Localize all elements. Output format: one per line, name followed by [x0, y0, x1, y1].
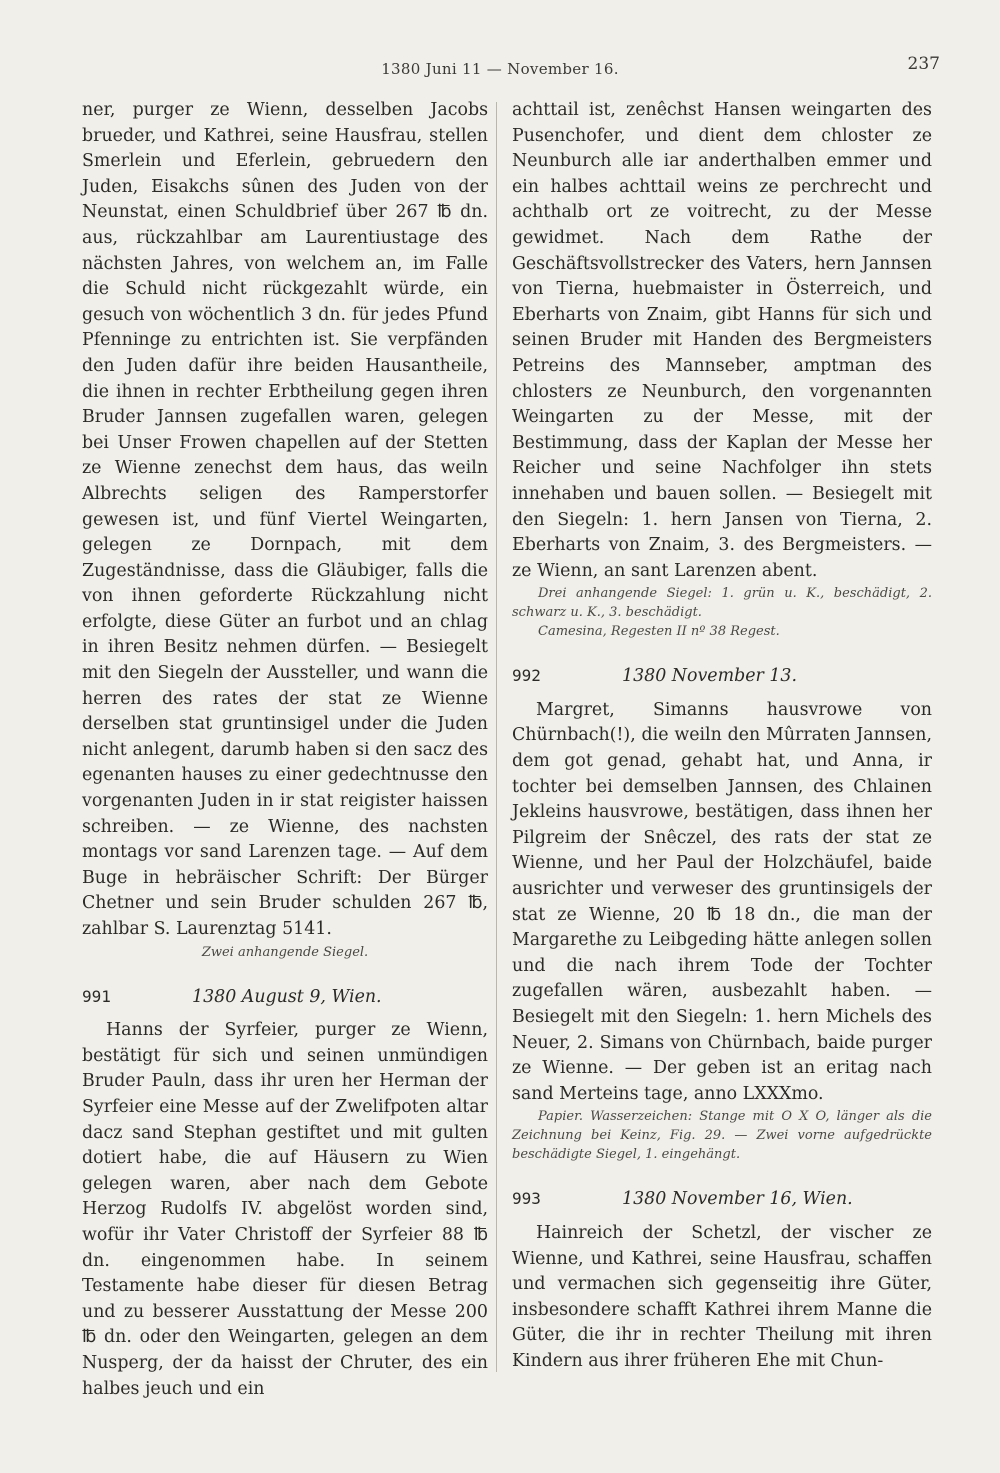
running-title: 1380 Juni 11 — November 16. — [381, 60, 619, 78]
right-column — [512, 98, 932, 1375]
entry-991-note-seals: Drei anhangende Siegel: 1. grün u. K., beschädigt, 2. schwarz u. K., 3. beschädigt. — [512, 586, 932, 621]
entry-993-text: Hainreich der Schetzl, der vischer ze Wienne, und Kathrei, seine Hausfrau, schaffen und vermachen sich gegenseitig ihre Güter, insbesondere schafft Kathrei ihrem Manne die Güter, die ihr in rechter Theilung mit ihren Kindern aus ihrer früheren Ehe mit Chun- — [512, 1222, 932, 1371]
entry-992-note: Papier. Wasserzeichen: Stange mit O X O, länger als die Zeichnung bei Keinz, Fig. 29. — Zwei vorne aufgedrückte beschädigte Siegel, 1. eingehängt. — [512, 1109, 932, 1163]
column-rule — [496, 102, 497, 1372]
entry-number: 991 — [82, 986, 111, 1006]
page-number: 237 — [907, 54, 940, 74]
entry-992-text: Margret, Simanns hausvrowe von Chürnbach(!), die weiln den Mûrraten Jannsen, dem got genad, gehabt hat, und Anna, ir tochter bei demselben Jannsen, des Chlainen Jekleins hausvrowe, bestätigen, dass ihnen her Pilgreim der Snêczel, des rats der stat ze Wienne, und her Paul der Holzchäufel, baide ausrichter und verweser des gruntinsigels der stat ze Wienne, 20 ℔ 18 dn., die man der Margarethe zu Leibgeding hätte anlegen sollen und die nach ihrem Tode der Tochter zugefallen wären, ausbezahlt haben. — Besiegelt mit den Siegeln: 1. hern Michels des Neuer, 2. Simans von Chürnbach, baide purger ze Wienne. — Der geben ist an eritag nach sand Merteins tage, anno LXXXmo. — [512, 699, 932, 1104]
entry-992-heading — [512, 663, 932, 690]
entry-date: 1380 November 16, Wien. — [622, 1189, 853, 1210]
entry-991-note-regest: Camesina, Regesten II nº 38 Regest. — [538, 624, 780, 640]
entry-date: 1380 November 13. — [622, 666, 798, 687]
entry-date: 1380 August 9, Wien. — [192, 986, 382, 1007]
entry-991-text: Hanns der Syrfeier, purger ze Wienn, bestätigt für sich und seinen unmündigen Bruder Pauln, dass ihr uren her Herman der Syrfeier eine Messe auf der Zwelifpoten altar dacz sand Stephan gestiftet und mit gulten dotiert habe, die auf Häusern zu Wien gelegen waren, aber nach dem Gebote Herzog Rudolfs IV. abgelöst worden sind, wofür ihr Vater Christoff der Syrfeier 88 ℔ dn. eingenommen habe. In seinem Testamente habe dieser für diesen Betrag und zu besserer Ausstattung der Messe 200 ℔ dn. oder den Weingarten, gelegen an dem Nusperg, der da haisst der Chruter, des ein halbes jeuch und ein — [82, 1020, 488, 1399]
entry-number: 992 — [512, 666, 541, 686]
entry-990-note: Zwei anhangende Siegel. — [201, 944, 369, 960]
entry-number: 993 — [512, 1189, 541, 1209]
left-column — [82, 98, 488, 1402]
entry-991-continuation: achttail ist, zenêchst Hansen weingarten des Pusenchofer, und dient dem chloster ze Neunburch alle iar anderthalben emmer und ein halbes achttail weins ze perchrecht und achthalb ort ze voitrecht, zu der Messe gewidmet. Nach dem Rathe der Geschäftsvollstrecker des Vaters, hern Jannsen von Tierna, huebmaister in Österreich, und Eberharts von Znaim, gibt Hanns für sich und seinen Bruder mit Handen des Bergmeisters Petreins des Mannseber, amptman des chlosters ze Neunburch, den vorgenannten Weingarten zu der Messe, mit der Bestimmung, dass der Kaplan der Messe her Reicher und seine Nachfolger ihn stets innehaben und bauen sollen. — Besiegelt mit den Siegeln: 1. hern Jansen von Tierna, 2. Eberharts von Znaim, 3. des Bergmeisters. — ze Wienn, an sant Larenzen abent. — [512, 100, 932, 581]
entry-993-heading — [512, 1186, 932, 1213]
entry-990-continuation: ner, purger ze Wienn, desselben Jacobs brueder, und Kathrei, seine Hausfrau, stellen Smerlein und Eferlein, gebruedern den Juden, Eisakchs sûnen des Juden von der Neunstat, einen Schuldbrief über 267 ℔ dn. aus, rückzahlbar am Laurentiustage des nächsten Jahres, von welchem an, im Falle die Schuld nicht rückgezahlt würde, ein gesuch von wöchentlich 3 dn. für jedes Pfund Pfenninge zu entrichten ist. Sie verpfänden den Juden dafür ihre beiden Hausantheile, die ihnen in rechter Erbtheilung gegen ihren Bruder Jannsen zugefallen waren, gelegen bei Unser Frowen chapellen auf der Stetten ze Wienne zenechst dem haus, das weiln Albrechts seligen des Ramperstorfer gewesen ist, und fünf Viertel Weingarten, gelegen ze Dornpach, mit dem Zugeständnisse, dass die Gläubiger, falls die von ihnen geforderte Rückzahlung nicht erfolgte, diese Güter an furbot und an chlag in ihren Besitz nehmen dürfen. — Besiegelt mit den Siegeln der Aussteller, und wann die herren des rates der stat ze Wienne derselben stat gruntinsigel under die Juden nicht anlegent, darumb haben si den sacz des egenanten hauses zu einer gedechtnusse den vorgenanten Juden in ir stat reigister haissen schreiben. — ze Wienne, des nachsten montags vor sand Larenzen tage. — Auf dem Buge in hebräischer Schrift: Der Bürger Chetner und sein Bruder schulden 267 ℔, zahlbar S. Laurenztag 5141. — [82, 100, 488, 939]
entry-991-heading — [82, 984, 488, 1011]
